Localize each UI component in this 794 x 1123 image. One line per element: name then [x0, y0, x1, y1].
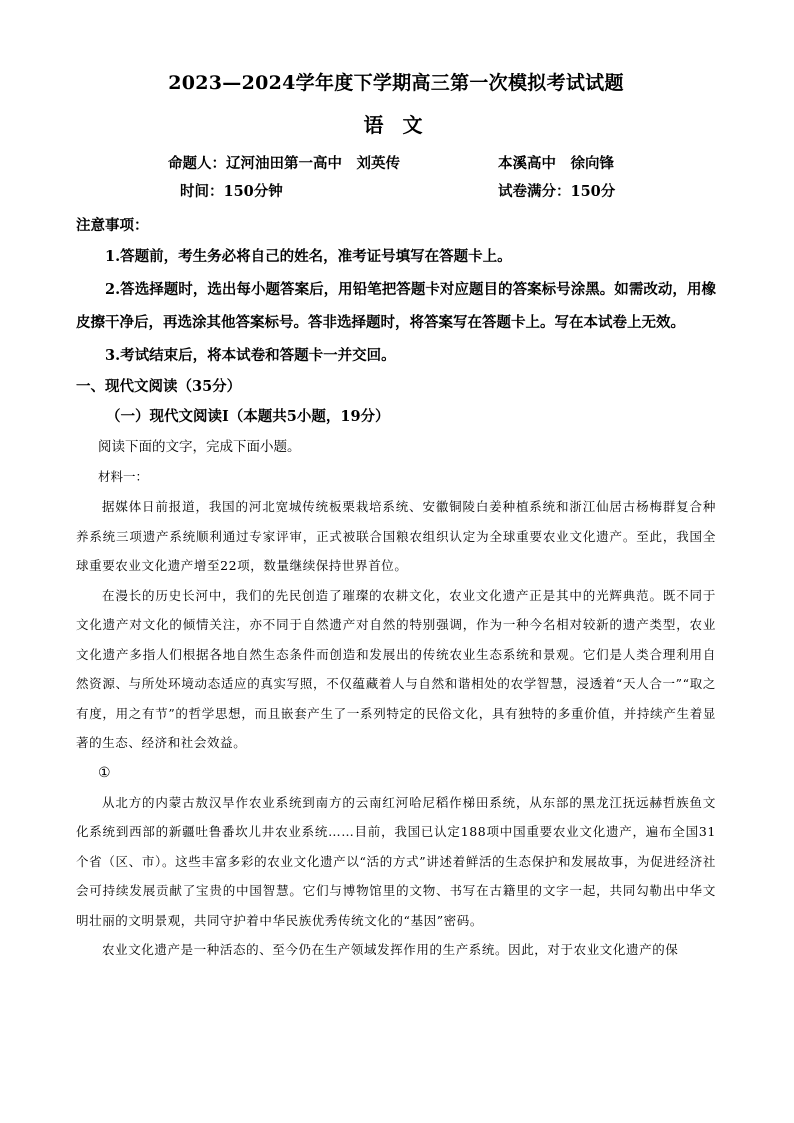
notice-heading: 注意事项： — [76, 217, 149, 234]
blank-marker: ① — [98, 764, 111, 781]
reading-instruction: 阅读下面的文字，完成下面小题。 — [98, 439, 301, 455]
setters-row — [76, 150, 716, 178]
passage-paragraph: 农业文化遗产是一种活态的、至今仍在生产领域发挥作用的生产系统。因此，对于农业文化遗产的保 — [102, 942, 679, 957]
passage-paragraph: 在漫长的历史长河中，我们的先民创造了璀璨的农耕文化，农业文化遗产正是其中的光辉典范。既不同于文化遗产对文化的倾情关注，亦不同于自然遗产对自然的特别强调，作为一种今名相对较新的遗产类型，农业文化遗产多指人们根据各地自然生态条件而创造和发展出的传统农业生态系统和景观。它们是人类合理利用自然资源、与所处环境动态适应的真实写照，不仅蕴藏着人与自然和谐相处的农学智慧，浸透着“天人合一”“取之有度，用之有节”的哲学思想，而且嵌套产生了一系列特定的民俗文化，具有独特的多重价值，并持续产生着显著的生态、经济和社会效益。 — [76, 587, 716, 750]
material-label: 材料一： — [98, 469, 149, 484]
full-score: 试卷满分：150分 — [498, 183, 616, 200]
passage-paragraph: 从北方的内蒙古敖汉旱作农业系统到南方的云南红河哈尼稻作梯田系统，从东部的黑龙江抚远赫哲族鱼文化系统到西部的新疆吐鲁番坎儿井农业系统……目前，我国已认定188项中国重要农业文化遗产，遍布全国31个省（区、市）。这些丰富多彩的农业文化遗产以“活的方式”讲述着鲜活的生态保护和发展故事，为促进经济社会可持续发展贡献了宝贵的中国智慧。它们与博物馆里的文物、书写在古籍里的文字一起，共同勾勒出中华文明壮丽的文明景观，共同守护着中华民族优秀传统文化的“基因”密码。 — [76, 794, 716, 928]
section-title: 一、现代文阅读（35分） — [76, 378, 242, 395]
exam-time: 时间：150分钟 — [180, 183, 283, 200]
exam-title: 2023—2024学年度下学期高三第一次模拟考试试题 — [168, 72, 624, 94]
setter-left: 命题人：辽河油田第一高中 刘英传 — [168, 155, 400, 172]
notice-item: 3.考试结束后，将本试卷和答题卡一并交回。 — [105, 347, 396, 364]
subject-title: 语 文 — [363, 113, 429, 137]
notice-item: 1.答题前，考生务必将自己的姓名，准考证号填写在答题卡上。 — [105, 248, 512, 265]
setter-right: 本溪高中 徐向锋 — [498, 155, 614, 172]
subsection-title: （一）现代文阅读Ⅰ（本题共5小题，19分） — [106, 408, 390, 425]
time-score-row — [76, 178, 716, 206]
notice-item: 2.答选择题时，选出每小题答案后，用铅笔把答题卡对应题目的答案标号涂黑。如需改动，用橡皮擦干净后，再选涂其他答案标号。答非选择题时，将答案写在答题卡上。写在本试卷上无效。 — [76, 281, 716, 331]
passage-paragraph: 据媒体日前报道，我国的河北宽城传统板栗栽培系统、安徽铜陵白姜种植系统和浙江仙居古杨梅群复合种养系统三项遗产系统顺利通过专家评审，正式被联合国粮农组织认定为全球重要农业文化遗产。至此，我国全球重要农业文化遗产增至22项，数量继续保持世界首位。 — [76, 499, 716, 573]
